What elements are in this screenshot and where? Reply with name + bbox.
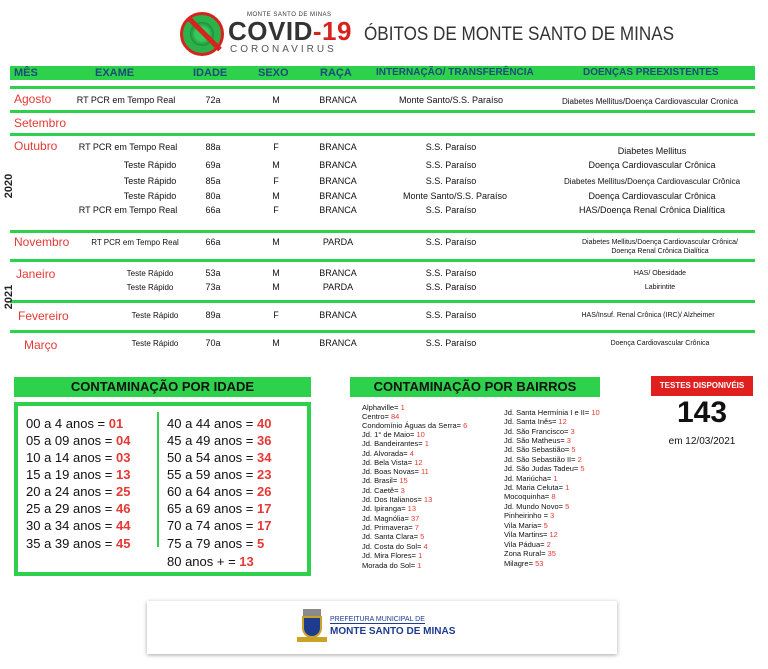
bairro-item: Jd. Brasil= 15 <box>362 476 408 485</box>
bairro-item: Condomínio Águas da Serra= 6 <box>362 421 468 430</box>
table-cell-sexo: M <box>272 237 280 247</box>
year-label-2020: 2020 <box>3 173 16 199</box>
table-cell-exame: Teste Rápido <box>123 191 177 201</box>
bairro-item: Jd. Santa Hermínia I e II= 10 <box>504 408 600 417</box>
bairro-item: Zona Rural= 35 <box>504 549 556 558</box>
table-cell-sexo: F <box>273 142 279 152</box>
table-cell-sexo: M <box>272 268 280 278</box>
age-row: 30 a 34 anos = 44 <box>26 518 131 533</box>
age-row: 20 a 24 anos = 25 <box>26 484 131 499</box>
age-row: 65 a 69 anos = 17 <box>167 501 272 516</box>
tests-date: em 12/03/2021 <box>668 436 736 447</box>
bairro-item: Vila Maria= 5 <box>504 521 548 530</box>
table-cell-doencas: HAS/Doença Renal Crônica Dialítica <box>578 205 726 215</box>
row-divider <box>10 330 755 333</box>
bairro-item: Jd. Bela Vista= 12 <box>362 458 423 467</box>
bairro-item: Jd. São Francisco= 3 <box>504 427 575 436</box>
bairro-item: Jd. Boas Novas= 11 <box>362 467 429 476</box>
table-cell-sexo: M <box>272 160 280 170</box>
bairro-item: Jd. Costa do Sol= 4 <box>362 542 428 551</box>
table-cell-internacao: S.S. Paraíso <box>425 142 477 152</box>
bairro-item: Jd. Magnólia= 37 <box>362 514 420 523</box>
table-cell-sexo: M <box>272 282 280 292</box>
bairro-item: Pinheirinho = 3 <box>504 511 555 520</box>
table-cell-doencas: Doença Cardiovascular Crônica <box>610 340 710 347</box>
table-cell-raca: BRANCA <box>319 142 357 152</box>
month-novembro: Novembro <box>14 235 70 249</box>
table-cell-idade: 66a <box>205 205 221 215</box>
city-crest-icon <box>301 609 323 645</box>
row-divider <box>10 259 755 262</box>
month-marco: Março <box>24 338 58 352</box>
table-cell-idade: 88a <box>205 142 221 152</box>
table-cell-sexo: M <box>272 95 280 105</box>
table-cell-internacao: S.S. Paraíso <box>425 268 477 278</box>
table-cell-exame: Teste Rápido <box>126 283 174 292</box>
table-cell-internacao: S.S. Paraíso <box>425 237 477 247</box>
logo-town-text: MONTE SANTO DE MINAS <box>247 12 332 18</box>
table-cell-raca: BRANCA <box>319 205 357 215</box>
table-cell-exame: Teste Rápido <box>123 176 177 186</box>
age-row: 40 a 44 anos = 40 <box>167 416 272 431</box>
month-outubro: Outubro <box>14 139 58 153</box>
table-cell-raca: PARDA <box>322 237 354 247</box>
table-cell-exame: RT PCR em Tempo Real <box>78 142 178 152</box>
column-header-mes: MÊS <box>14 67 38 79</box>
table-cell-internacao: S.S. Paraíso <box>425 160 477 170</box>
column-header-raca: RAÇA <box>320 67 352 79</box>
table-cell-doencas: Doença Cardiovascular Crônica <box>588 191 716 201</box>
table-cell-raca: PARDA <box>322 282 354 292</box>
column-header-internacao: INTERNAÇÃO/ TRANSFERÊNCIA <box>376 67 534 78</box>
table-cell-doencas: Doença Cardiovascular Crônica <box>588 160 716 170</box>
table-cell-sexo: F <box>273 176 279 186</box>
table-cell-exame: RT PCR em Tempo Real <box>76 95 176 105</box>
age-row: 25 a 29 anos = 46 <box>26 501 131 516</box>
table-cell-doencas: HAS/ Obesidade <box>633 270 687 277</box>
tests-count: 143 <box>676 396 728 429</box>
age-row: 80 anos + = 13 <box>167 554 254 569</box>
bairro-item: Jd. Alvorada= 4 <box>362 449 414 458</box>
table-cell-doencas: Diabetes Mellitus/Doença Cardiovascular Cronica <box>561 97 739 106</box>
table-cell-sexo: F <box>273 310 279 320</box>
bairro-item: Jd. São Judas Tadeu= 5 <box>504 464 585 473</box>
table-cell-idade: 70a <box>205 338 221 348</box>
virus-icon <box>180 12 224 56</box>
row-divider <box>10 133 755 136</box>
table-cell-internacao: Monte Santo/S.S. Paraíso <box>398 95 504 105</box>
bairro-item: Jd. São Matheus= 3 <box>504 436 571 445</box>
bairro-item: Jd. Mariúcha= 1 <box>504 474 558 483</box>
column-header-idade: IDADE <box>193 67 228 79</box>
table-cell-raca: BRANCA <box>319 268 357 278</box>
table-cell-idade: 53a <box>205 268 221 278</box>
table-cell-exame: Teste Rápido <box>131 311 179 320</box>
bairro-item: Alphaville= 1 <box>362 403 405 412</box>
table-cell-sexo: M <box>272 191 280 201</box>
age-row: 05 a 09 anos = 04 <box>26 433 131 448</box>
row-divider <box>10 110 755 113</box>
age-row: 15 a 19 anos = 13 <box>26 467 131 482</box>
table-cell-idade: 85a <box>205 176 221 186</box>
table-cell-exame: Teste Rápido <box>126 269 174 278</box>
page-title: ÓBITOS DE MONTE SANTO DE MINAS <box>364 24 675 45</box>
bairro-item: Morada do Sol= 1 <box>362 561 422 570</box>
age-row: 60 a 64 anos = 26 <box>167 484 272 499</box>
logo-covid-text: COVID-19 <box>228 16 352 46</box>
table-cell-internacao: S.S. Paraíso <box>425 205 477 215</box>
table-cell-internacao: S.S. Paraíso <box>425 282 477 292</box>
table-cell-idade: 66a <box>205 237 221 247</box>
footer-city-name: MONTE SANTO DE MINAS <box>330 626 456 637</box>
year-label-2021: 2021 <box>3 284 16 310</box>
table-cell-raca: BRANCA <box>319 95 357 105</box>
covid-logo <box>180 12 350 56</box>
bairro-item: Jd. Santa Inês= 12 <box>504 417 567 426</box>
table-cell-exame: RT PCR em Tempo Real <box>91 238 179 247</box>
bairro-item: Mocoquinha= 8 <box>504 492 556 501</box>
age-row: 50 a 54 anos = 34 <box>167 450 272 465</box>
bairro-item: Jd. Maria Celuta= 1 <box>504 483 570 492</box>
age-row: 00 a 4 anos = 01 <box>26 416 124 431</box>
table-cell-exame: Teste Rápido <box>123 160 177 170</box>
table-cell-exame: Teste Rápido <box>131 339 179 348</box>
row-divider <box>10 300 755 303</box>
month-agosto: Agosto <box>14 92 52 106</box>
table-cell-idade: 72a <box>205 95 221 105</box>
table-cell-exame: RT PCR em Tempo Real <box>78 205 178 215</box>
bairros-section-title: CONTAMINAÇÃO POR BAIRROS <box>350 377 600 397</box>
row-divider <box>10 86 755 89</box>
bairro-item: Vila Pádua= 2 <box>504 540 551 549</box>
table-cell-doencas: Diabetes Mellitus/Doença Cardiovascular Crônica <box>563 177 741 186</box>
column-header-exame: EXAME <box>95 67 135 79</box>
table-cell-internacao: Monte Santo/S.S. Paraíso <box>402 191 508 201</box>
bairro-item: Jd. Caetê= 3 <box>362 486 405 495</box>
tests-title-badge: TESTES DISPONIVÉIS <box>651 376 753 396</box>
table-cell-internacao: S.S. Paraíso <box>425 176 477 186</box>
month-fevereiro: Fevereiro <box>18 309 69 323</box>
bairro-item: Jd. Ipiranga= 13 <box>362 504 416 513</box>
table-cell-internacao: S.S. Paraíso <box>425 310 477 320</box>
table-cell-doencas: Diabetes Mellitus <box>617 146 687 156</box>
age-row: 75 a 79 anos = 5 <box>167 536 265 551</box>
table-cell-internacao: S.S. Paraíso <box>425 338 477 348</box>
bairro-item: Jd. Dos Italianos= 13 <box>362 495 433 504</box>
age-column-divider <box>157 412 159 547</box>
table-cell-raca: BRANCA <box>319 160 357 170</box>
age-row: 10 a 14 anos = 03 <box>26 450 131 465</box>
age-row: 35 a 39 anos = 45 <box>26 536 131 551</box>
bairro-item: Jd. 1° de Maio= 10 <box>362 430 425 439</box>
table-cell-idade: 69a <box>205 160 221 170</box>
age-row: 70 a 74 anos = 17 <box>167 518 272 533</box>
table-cell-doencas: HAS/Insuf. Renal Crônica (IRC)/ Alzheimer <box>581 312 715 319</box>
bairro-item: Jd. Bandeirantes= 1 <box>362 439 429 448</box>
bairro-item: Milagre= 53 <box>504 559 544 568</box>
table-cell-raca: BRANCA <box>319 310 357 320</box>
logo-coronavirus-text: CORONAVIRUS <box>230 44 337 55</box>
age-row: 55 a 59 anos = 23 <box>167 467 272 482</box>
prefeitura-footer <box>147 601 617 654</box>
age-row: 45 a 49 anos = 36 <box>167 433 272 448</box>
table-cell-idade: 73a <box>205 282 221 292</box>
table-cell-idade: 80a <box>205 191 221 201</box>
bairro-item: Vila Martins= 12 <box>504 530 558 539</box>
bairro-item: Jd. Mira Flores= 1 <box>362 551 423 560</box>
bairro-item: Jd. Primavera= 7 <box>362 523 419 532</box>
column-header-sexo: SEXO <box>258 67 289 79</box>
table-cell-raca: BRANCA <box>319 191 357 201</box>
bairro-item: Jd. São Sebastião II= 2 <box>504 455 582 464</box>
month-setembro: Setembro <box>14 116 67 130</box>
footer-prefeitura-label: PREFEITURA MUNICIPAL DE <box>330 616 425 623</box>
table-cell-doencas-line2: Doença Renal Crônica Dialítica <box>611 248 709 255</box>
column-header-doencas: DOENÇAS PREEXISTENTES <box>583 67 719 78</box>
table-cell-doencas: Labirintite <box>644 284 676 291</box>
age-section-title: CONTAMINAÇÃO POR IDADE <box>14 377 311 397</box>
bairro-item: Jd. Mundo Novo= 5 <box>504 502 570 511</box>
table-cell-idade: 89a <box>205 310 221 320</box>
table-cell-doencas: Diabetes Mellitus/Doença Cardiovascular Crônica/ <box>581 239 739 246</box>
row-divider <box>10 230 755 233</box>
table-cell-raca: BRANCA <box>319 338 357 348</box>
bairro-item: Centro= 84 <box>362 412 400 421</box>
table-cell-raca: BRANCA <box>319 176 357 186</box>
month-janeiro: Janeiro <box>16 267 56 281</box>
bairro-item: Jd. Santa Clara= 5 <box>362 532 425 541</box>
bairro-item: Jd. São Sebastião= 5 <box>504 445 576 454</box>
table-cell-sexo: M <box>272 338 280 348</box>
table-cell-sexo: F <box>273 205 279 215</box>
